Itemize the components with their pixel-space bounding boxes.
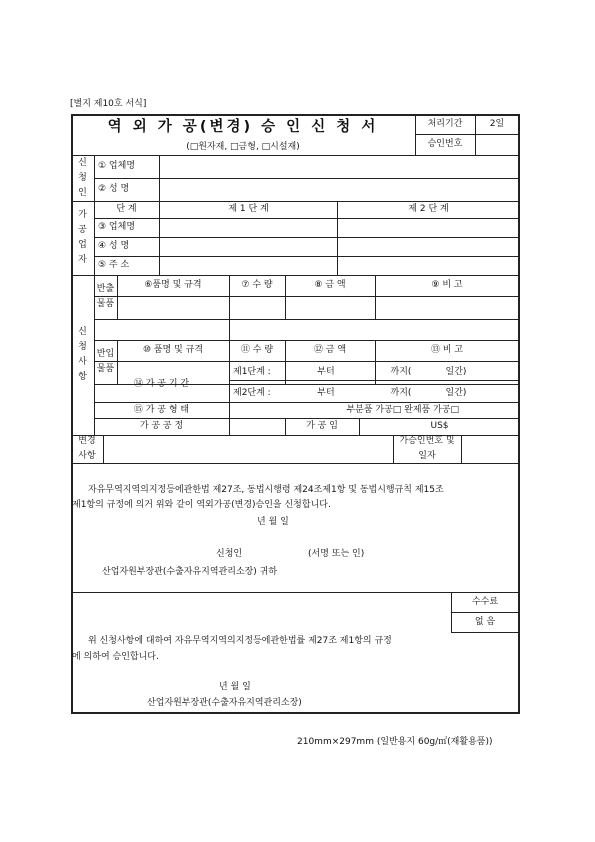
change-field[interactable] (104, 436, 393, 463)
period-stage1-days: 일간) (445, 366, 467, 377)
import-quantity-header: ⑪ 수 량 (240, 345, 274, 355)
export-item-field[interactable] (118, 297, 229, 319)
declaration-line2: 제1항의 규정에 의거 위와 같이 역외가공(변경)승인을 신청합니다. (72, 500, 331, 510)
processing-type-label: ⑮ 가 공 형 태 (133, 404, 190, 415)
provisional-approval-label: 가승인번호 및 일자 (399, 436, 455, 461)
export-amount-header: ⑧ 금 액 (314, 280, 346, 290)
stage2-name-field[interactable] (338, 237, 519, 256)
period-stage1-from: 부터 (317, 366, 335, 377)
paper-spec-footer: 210mm×297mm (일반용지 60g/㎡(재활용품)) (297, 737, 493, 747)
applicant-section-label: 신 청 인 (78, 157, 87, 198)
processor-address-label: ⑤ 주 소 (98, 260, 130, 270)
request-blank-row[interactable] (94, 319, 229, 340)
processing-wage-label: 가 공 임 (306, 421, 338, 431)
stage-label: 단 계 (116, 204, 137, 214)
form-subtitle: (□원자재, □금형, □시설재) (186, 142, 300, 152)
export-item-header: ⑥품명 및 규격 (144, 280, 202, 290)
stage1-header: 제 1 단 계 (228, 204, 269, 214)
signature-placeholder[interactable]: (서명 또는 인) (308, 549, 365, 559)
period-stage2-label: 제2단계 : (233, 387, 271, 398)
period-stage2-from: 부터 (317, 387, 335, 398)
form-number: [별지 제10호 서식] (70, 99, 147, 109)
stage1-name-field[interactable] (160, 237, 337, 256)
export-remarks-field[interactable] (376, 297, 518, 319)
processing-period-label: 처리기간 (427, 118, 463, 129)
declaration-line1: 자유무역지역의지정등에관한법 제27조, 동법시행령 제24조제1항 및 동법시행규칙 제15조 (88, 485, 444, 495)
period-stage1-label: 제1단계 : (233, 366, 271, 377)
approval-number-label: 승인번호 (427, 139, 463, 149)
form-title: 역 외 가 공(변경) 승 인 신 청 서 (107, 118, 379, 135)
processing-process-label: 가 공 공 정 (139, 421, 184, 431)
applicant-company-label: ① 업체명 (98, 161, 136, 171)
applicant-name-label: ② 성 명 (98, 184, 130, 194)
import-item-header: ⑩ 품명 및 규격 (142, 345, 204, 355)
approval-line1: 위 신청사항에 대하여 자유무역지역의지정등에관한법률 제27조 제1항의 규정 (88, 636, 392, 646)
stage2-company-field[interactable] (338, 218, 519, 237)
stage1-address-field[interactable] (160, 256, 337, 275)
stage2-address-field[interactable] (338, 256, 519, 275)
period-stage1-to: 까지( (390, 366, 412, 377)
processing-period-value: 2일 (489, 118, 505, 129)
applicant-company-field[interactable] (160, 155, 518, 178)
export-quantity-field[interactable] (230, 297, 285, 319)
processing-wage-currency: US$ (430, 421, 449, 431)
processing-period-label: ⑭ 가 공 기 간 (133, 378, 190, 389)
fee-value: 없 음 (474, 616, 496, 627)
fee-label: 수수료 (471, 596, 499, 607)
provisional-approval-field[interactable] (462, 436, 518, 463)
request-section-label: 신 청 사 항 (78, 327, 87, 382)
processor-company-label: ③ 업체명 (98, 222, 136, 232)
approval-date: 년 월 일 (219, 682, 251, 692)
export-amount-field[interactable] (286, 297, 375, 319)
import-remarks-header: ⑬ 비 고 (430, 345, 464, 355)
import-goods-label: 반입 물품 (96, 349, 115, 374)
period-stage2-days: 일간) (445, 387, 467, 398)
stage1-company-field[interactable] (160, 218, 337, 237)
addressee: 산업자원부장관(수출자유지역관리소장) 귀하 (102, 567, 278, 577)
period-stage2-to: 까지( (390, 387, 412, 398)
change-label: 변경 사항 (78, 436, 96, 461)
applicant-name-field[interactable] (160, 178, 518, 201)
import-amount-header: ⑫ 금 액 (313, 345, 347, 355)
stage2-header: 제 2 단 계 (408, 204, 449, 214)
processor-section-label: 가 공 업 자 (78, 210, 87, 265)
export-quantity-header: ⑦ 수 량 (241, 280, 273, 290)
applicant-signature-label: 신청인 (216, 549, 243, 559)
processing-type-options[interactable]: 부분품 가공□ 완제품 가공□ (346, 404, 459, 415)
approval-number-field[interactable] (475, 134, 519, 155)
export-remarks-header: ⑨ 비 고 (431, 280, 463, 290)
approval-authority: 산업자원부장관(수출자유지역관리소장) (147, 698, 302, 708)
declaration-date: 년 월 일 (257, 517, 289, 527)
application-form (71, 114, 519, 714)
export-goods-label: 반출 물품 (96, 284, 115, 309)
processor-name-label: ④ 성 명 (98, 241, 130, 251)
approval-line2: 에 의하여 승인합니다. (72, 652, 159, 662)
